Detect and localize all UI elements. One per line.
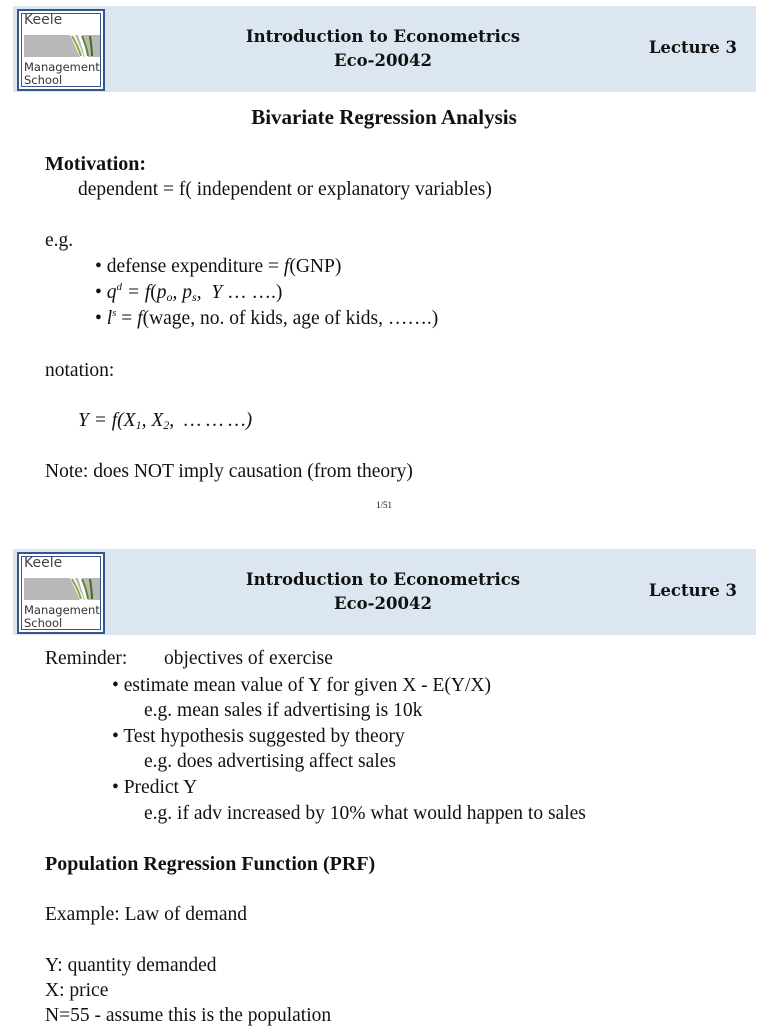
n-definition: N=55 - assume this is the population: [45, 1005, 332, 1026]
lecture-label: Lecture 3: [648, 38, 737, 57]
objective-bullet: • Test hypothesis suggested by theory: [112, 726, 405, 747]
bullet-icon: •: [112, 777, 119, 798]
bullet-icon: •: [95, 256, 102, 277]
objective-example: e.g. does advertising affect sales: [144, 751, 396, 772]
motivation-text: dependent = f( independent or explanatory variables): [78, 179, 492, 200]
x-definition: X: price: [45, 980, 109, 1001]
prf-heading: Population Regression Function (PRF): [45, 853, 376, 875]
example-bullet-1: • defense expenditure = f(GNP): [95, 256, 342, 277]
eg-label: e.g.: [45, 230, 74, 251]
keele-logo: [17, 9, 105, 91]
logo-keele-text: Keele: [24, 12, 63, 28]
notation-formula: $Y = f(X_1$, $X_2$, … … …): [78, 410, 253, 432]
logo-keele-text: Keele: [24, 555, 63, 571]
example-bullet-3: • $l^s$ = f(wage, no. of kids, age of kids, …….): [95, 307, 439, 329]
objective-bullet: • Predict Y: [112, 777, 198, 798]
y-definition: Y: quantity demanded: [45, 955, 217, 976]
slide-2: [0, 543, 768, 1024]
keele-logo: [17, 552, 105, 634]
example-bullet-2: • $q^d = f(p_o$, $p_s$, Y … ….): [95, 281, 283, 304]
motivation-heading: Motivation:: [45, 153, 147, 175]
bullet-icon: •: [95, 308, 102, 329]
bullet-icon: •: [95, 282, 102, 303]
bullet-icon: •: [112, 726, 119, 747]
slide-header: [13, 549, 756, 635]
logo-swoosh-icon: [24, 35, 100, 57]
objective-bullet: • estimate mean value of Y for given X - E(Y/X): [112, 675, 492, 696]
objective-example: e.g. if adv increased by 10% what would happen to sales: [144, 803, 586, 824]
course-title: Introduction to Econometrics Eco-20042: [245, 27, 521, 70]
page-number: 1/51: [375, 500, 392, 510]
logo-school-text: Management School: [24, 60, 100, 87]
bullet-icon: •: [112, 675, 119, 696]
lecture-label: Lecture 3: [648, 581, 737, 600]
objective-example: e.g. mean sales if advertising is 10k: [144, 700, 423, 721]
logo-school-text: Management School: [24, 603, 100, 630]
logo-swoosh-icon: [24, 578, 100, 600]
example-line: Example: Law of demand: [45, 904, 247, 925]
slide-title: Bivariate Regression Analysis: [251, 105, 517, 129]
slide-header: [13, 6, 756, 92]
course-title: Introduction to Econometrics Eco-20042: [245, 570, 521, 613]
reminder-text: objectives of exercise: [164, 648, 333, 669]
causation-note: Note: does NOT imply causation (from theory): [45, 461, 413, 482]
reminder-label: Reminder:: [45, 648, 128, 669]
notation-label: notation:: [45, 360, 115, 381]
